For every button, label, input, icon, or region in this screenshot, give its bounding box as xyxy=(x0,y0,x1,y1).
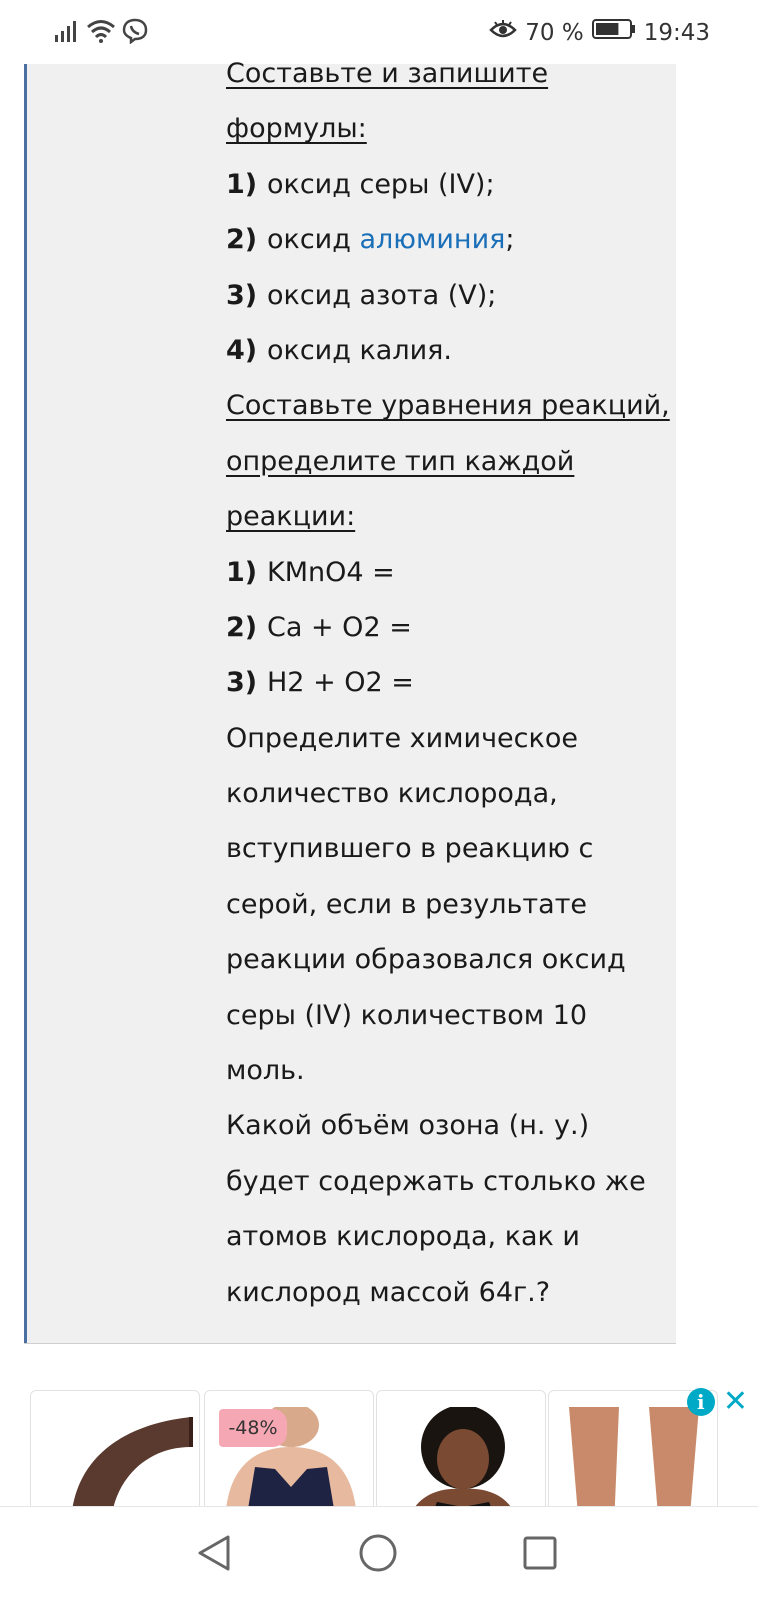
task2-title-line1: Составьте уравнения реакций, xyxy=(226,390,670,422)
ad-product-card[interactable] xyxy=(204,1390,374,1520)
back-triangle-icon[interactable] xyxy=(190,1529,238,1577)
formula-number: 2) xyxy=(226,224,258,256)
home-circle-icon[interactable] xyxy=(354,1529,402,1577)
ad-product-card[interactable] xyxy=(376,1390,546,1520)
question-text xyxy=(226,46,676,1320)
formula-number: 1) xyxy=(226,168,258,200)
reaction-number: 1) xyxy=(226,556,258,588)
formula-item xyxy=(226,212,676,267)
discount-badge: -48% xyxy=(219,1409,287,1447)
task1-title-line1: Составьте и запишите xyxy=(226,58,549,89)
task3-line: серы (IV) количеством 10 xyxy=(226,999,588,1031)
task3-line: вступившего в реакцию с xyxy=(226,833,594,865)
navigation-bar xyxy=(0,1506,758,1600)
task3-line: моль. xyxy=(226,1055,305,1087)
ad-close-icon[interactable]: ✕ xyxy=(722,1384,748,1419)
card-divider xyxy=(24,1343,676,1344)
formula-text: оксид серы (IV); xyxy=(267,168,495,200)
formula-text-suffix: ; xyxy=(505,224,515,256)
ad-product-card[interactable] xyxy=(30,1390,200,1520)
status-left xyxy=(54,18,148,48)
formula-item xyxy=(226,323,676,378)
formula-number: 4) xyxy=(226,334,258,366)
eye-comfort-icon xyxy=(489,18,517,48)
task3-line: Определите химическое xyxy=(226,722,578,754)
formula-text: оксид калия. xyxy=(267,334,452,366)
battery-percent: 70 % xyxy=(525,20,584,46)
status-right xyxy=(489,18,710,48)
product-image xyxy=(559,1407,711,1520)
task1-title-line2: формулы: xyxy=(226,113,367,145)
task2-title-line3: реакции: xyxy=(226,501,356,533)
task4-line: атомов кислорода, как и xyxy=(226,1221,580,1253)
task4-line: Какой объём озона (н. у.) xyxy=(226,1110,590,1142)
task2-title-line2: определите тип каждой xyxy=(226,445,575,477)
task4-line: будет содержать столько же xyxy=(226,1165,646,1197)
reaction-text: Ca + O2 = xyxy=(267,611,412,643)
formula-item xyxy=(226,157,676,212)
formula-text: оксид азота (V); xyxy=(267,279,497,311)
battery-icon xyxy=(592,18,636,48)
cellular-signal-icon xyxy=(54,19,80,47)
reaction-text: KMnO4 = xyxy=(267,556,395,588)
clock: 19:43 xyxy=(643,20,710,46)
product-image xyxy=(387,1407,539,1520)
task3-line: серой, если в результате xyxy=(226,888,588,920)
reaction-item xyxy=(226,600,676,655)
product-image xyxy=(41,1407,193,1520)
ad-controls xyxy=(687,1384,748,1419)
formula-item xyxy=(226,268,676,323)
ad-info-icon[interactable]: i xyxy=(687,1388,715,1416)
viber-icon xyxy=(122,18,148,48)
reaction-number: 3) xyxy=(226,667,258,699)
ad-carousel xyxy=(30,1384,758,1506)
reaction-text: H2 + O2 = xyxy=(267,667,414,699)
reaction-number: 2) xyxy=(226,611,258,643)
task4-line: кислород массой 64г.? xyxy=(226,1276,551,1308)
formula-number: 3) xyxy=(226,279,258,311)
reaction-item xyxy=(226,545,676,600)
reaction-item xyxy=(226,655,676,710)
aluminium-link[interactable]: алюминия xyxy=(359,224,506,256)
formula-text: оксид xyxy=(267,224,360,256)
task3-line: реакции образовался оксид xyxy=(226,944,626,976)
recents-square-icon[interactable] xyxy=(516,1529,564,1577)
task3-line: количество кислорода, xyxy=(226,778,558,810)
wifi-icon xyxy=(86,19,116,47)
